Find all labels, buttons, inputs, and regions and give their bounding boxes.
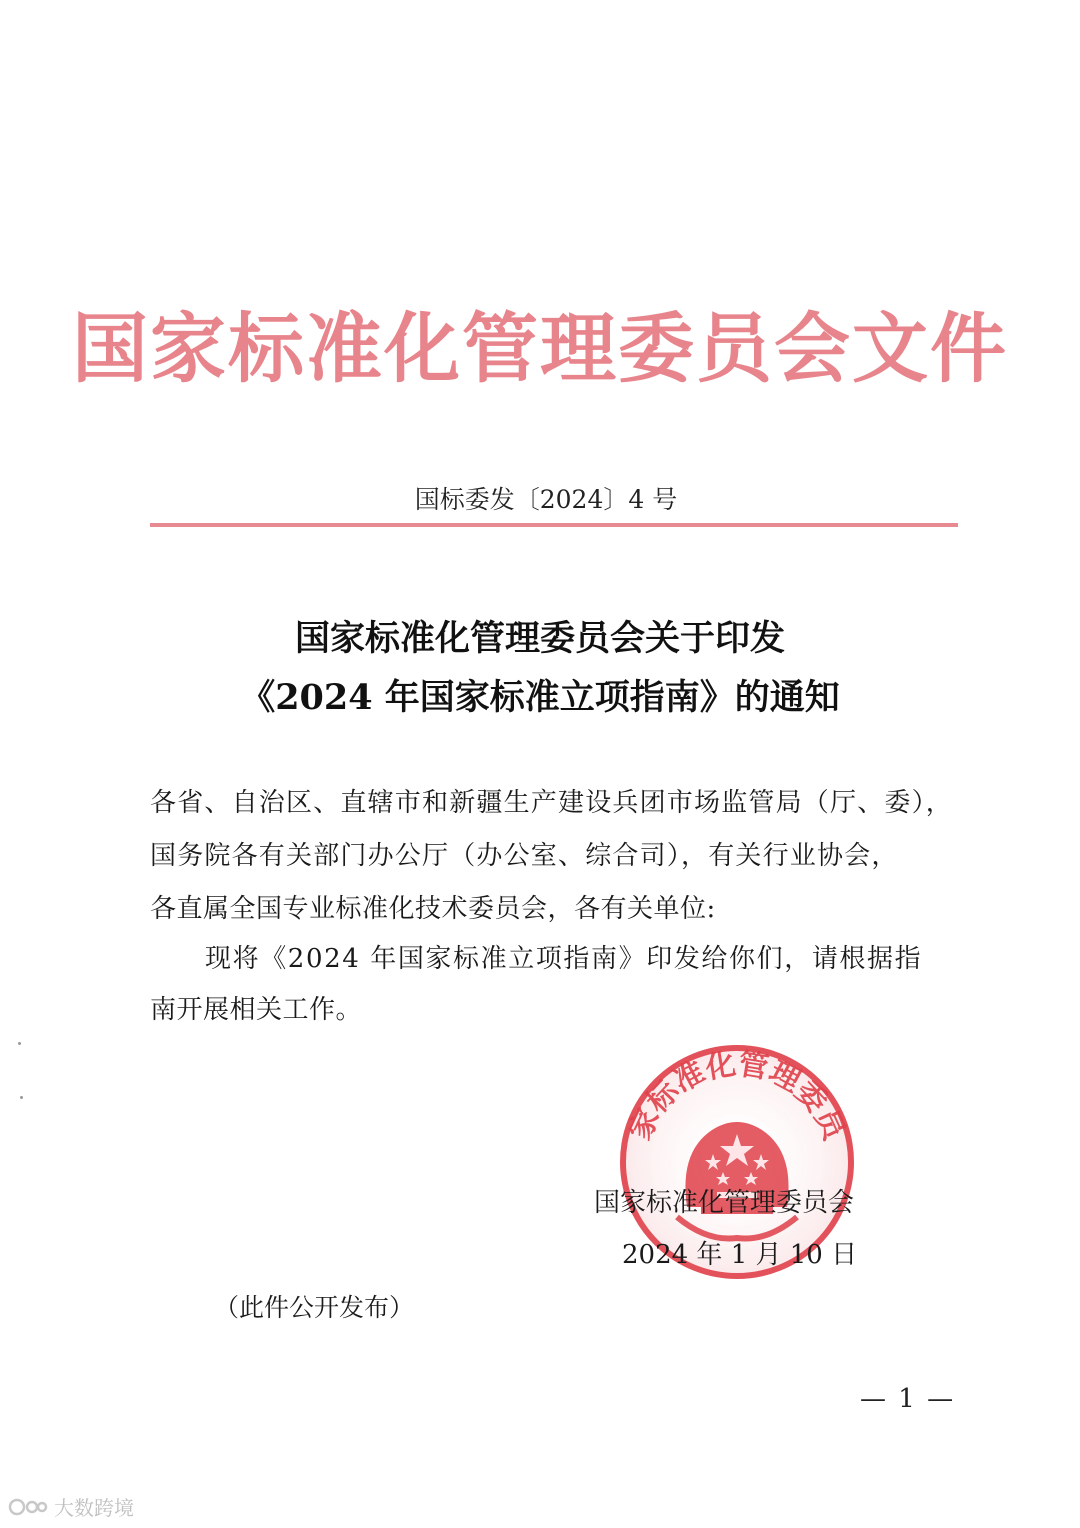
seal-ring-text: 家标准化管理委员: [622, 1046, 852, 1146]
document-number: 国标委发〔2024〕4 号: [414, 485, 678, 514]
signature-date: 2024 年 1 月 10 日: [622, 1240, 858, 1270]
public-release-note: （此件公开发布）: [214, 1293, 415, 1322]
body-line-recipients-3: 各直属全国专业标准化技术委员会，各有关单位:: [150, 894, 716, 924]
watermark-logo-icon: [8, 1496, 48, 1518]
watermark-text: 大数跨境: [54, 1496, 134, 1520]
body-line-recipients-1: 各省、自治区、直辖市和新疆生产建设兵团市场监管局（厅、委），: [150, 788, 954, 818]
issuer-header-title: 国家标准化管理委员会文件: [72, 304, 1008, 393]
page-number: — 1 —: [860, 1384, 956, 1414]
scan-speck: [20, 1096, 23, 1099]
watermark: [8, 1492, 134, 1521]
red-divider-line: [150, 523, 958, 527]
notice-title-line-2: 《2024 年国家标准立项指南》的通知: [240, 677, 840, 718]
body-line-content-2: 南开展相关工作。: [150, 995, 363, 1025]
signature-organization: 国家标准化管理委员会: [594, 1188, 855, 1218]
notice-title-line-1: 国家标准化管理委员会关于印发: [294, 618, 785, 659]
scan-speck: [18, 1042, 21, 1045]
body-line-content-1: 现将《2024 年国家标准立项指南》印发给你们，请根据指: [205, 944, 923, 974]
body-line-recipients-2: 国务院各有关部门办公厅（办公室、综合司），有关行业协会，: [150, 841, 899, 871]
